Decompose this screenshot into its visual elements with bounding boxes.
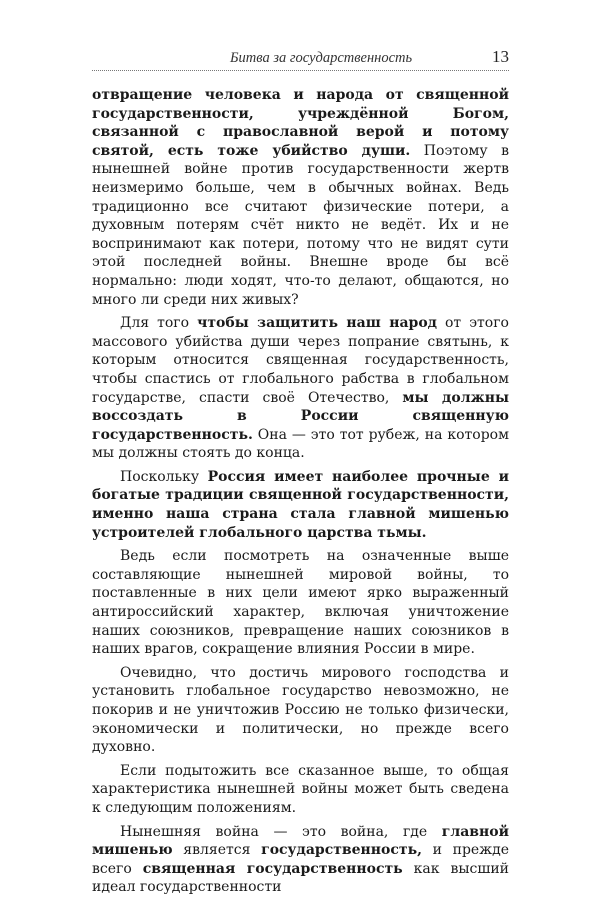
paragraph (92, 314, 509, 463)
text: от этого массового убийства души через попрание святынь, к которым относится священная государственность, чтобы спастись от глобального рабства в глобальном государстве, спасти своё Отечество, (92, 315, 509, 406)
bold-text: Россия имеет наиболее прочные и богатые традиции священной государственности, именно наша страна стала главной мишенью устроителей глобального царства тьмы. (92, 468, 509, 541)
text: Поэтому в нынешней войне против государственности жертв неизмеримо больше, чем в обычных войнах. Ведь традиционно все считают физические потери, а духовным потерям счёт никто не ведёт. Их и не воспринимают как потери, потому что не видят сути этой последней войны. Внешне вроде бы всё нормально: люди ходят, что-то делают, общаются, но много ли среди них живых? (92, 142, 509, 308)
paragraph (92, 664, 509, 757)
text: Она — это тот рубеж, на котором мы должны стоять до конца. (92, 426, 509, 462)
text: является (172, 842, 262, 859)
text: Поскольку (120, 468, 208, 485)
text: Очевидно, что достичь мирового господства и установить глобальное государство невозможно, не покорив и не уничтожив Россию не только физически, экономически и политически, но прежде всего духовно. (92, 664, 509, 756)
paragraph (92, 762, 509, 818)
bold-text: священная государственность (142, 860, 403, 877)
bold-text: государственность, (261, 842, 422, 859)
text: Для того (120, 315, 198, 332)
text: и прежде всего (92, 842, 509, 877)
bold-text: главной мишенью (92, 823, 509, 859)
text: Ведь если посмотреть на означенные выше составляющие нынешней мировой войны, то поставленные в них цели имеют ярко выраженный антироссийский характер, включая уничтожение наших союзников, превращение наших союзников в наших врагов, сокращение влияния России в мире. (92, 548, 509, 658)
running-title: Битва за государственность (230, 50, 413, 66)
paragraph (92, 468, 509, 542)
bold-text: отвращение человека и народа от священной государственности, учреждённой Богом, связанной с православной верой и потому святой, есть тоже убийство души. (92, 87, 509, 159)
paragraph (92, 823, 509, 897)
page-number: 13 (492, 47, 509, 66)
body-text (92, 86, 509, 902)
paragraph (92, 86, 509, 309)
text: Если подытожить все сказанное выше, то общая характеристика нынешней войны может быть сведена к следующим положениям. (92, 762, 509, 816)
text: как высший идеал государственности (92, 860, 509, 896)
bold-text: чтобы защитить наш народ (197, 315, 437, 332)
text: Нынешняя война — это война, где (120, 823, 442, 840)
bold-text: мы должны воссоздать в России священную государственность. (92, 389, 510, 443)
paragraph (92, 547, 509, 659)
running-header (92, 44, 509, 71)
